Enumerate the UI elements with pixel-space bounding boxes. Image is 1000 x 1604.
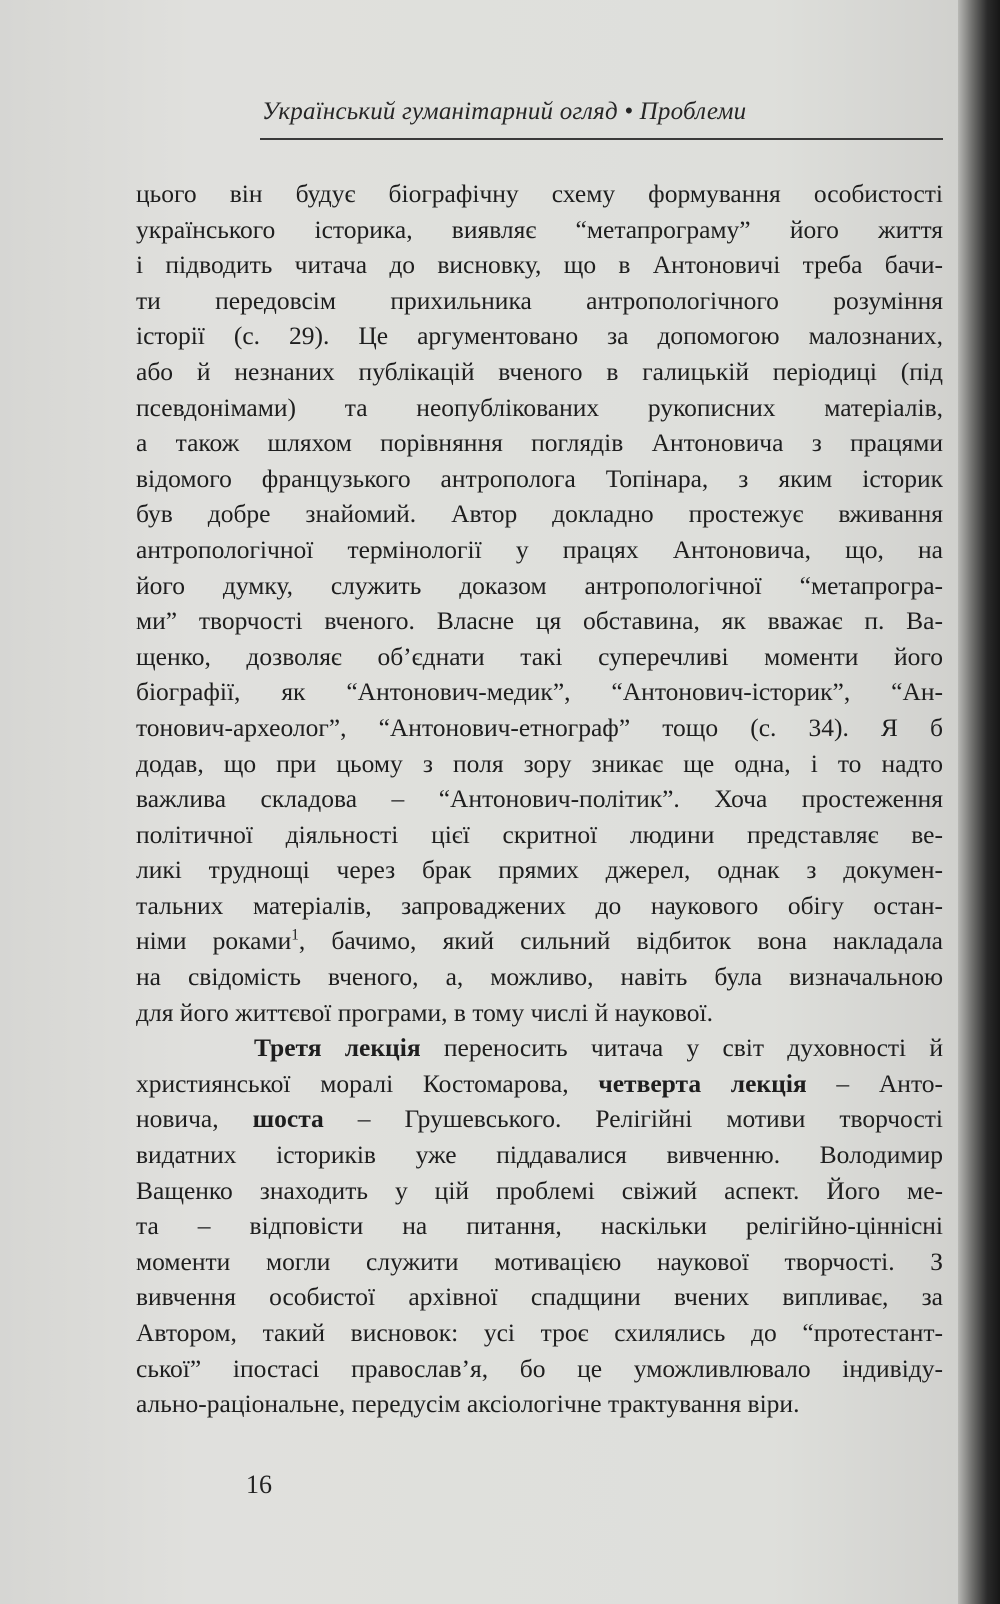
text-line: вивчення особистої архівної спадщини вчених випливає, за: [136, 1282, 943, 1312]
text-line: важлива складова – “Антонович-політик”. Хоча простеження: [136, 784, 943, 814]
text-line: тонович-археолог”, “Антонович-етнограф” тощо (с. 34). Я б: [136, 712, 943, 742]
bold-term: четверта лекція: [598, 1068, 807, 1098]
text-line: його думку, служить доказом антропологічної “метапрогра-: [136, 570, 943, 600]
text-segment: , бачимо, який сильний відбиток вона накладала: [298, 926, 943, 956]
page-number: 16: [246, 1470, 272, 1499]
text-line: а також шляхом порівняння поглядів Антоновича з працями: [136, 428, 943, 458]
body-text: [136, 176, 943, 1422]
text-line: ликі труднощі через брак прямих джерел, однак з докумен-: [136, 855, 943, 885]
book-spine-shadow: [958, 0, 1000, 1604]
text-line: був добре знайомий. Автор докладно простежує вживання: [136, 499, 943, 529]
text-segment: – Анто-: [806, 1068, 943, 1098]
text-line: [136, 1101, 943, 1137]
paragraph-end-line: для його життєвої програми, в тому числі й наукової.: [136, 997, 714, 1027]
bold-term: Третя лекція: [254, 1033, 421, 1063]
text-segment: – Грушевського. Релігійні мотиви творчості: [323, 1104, 943, 1134]
text-line: відомого французького антрополога Топінара, з яким історик: [136, 463, 943, 493]
footnote-marker: 1: [291, 926, 299, 944]
text-line: українського історика, виявляє “метапрограму” його життя: [136, 214, 943, 244]
text-line: щенко, дозволяє об’єднати такі суперечливі моменти його: [136, 641, 943, 671]
bold-term: шоста: [252, 1104, 324, 1134]
text-line: або й незнаних публікацій вченого в галицькій періодиці (під: [136, 356, 943, 386]
text-segment: німи роками: [136, 926, 292, 956]
text-line: моменти могли служити мотивацією наукової творчості. З: [136, 1246, 943, 1276]
text-line: [136, 1066, 943, 1102]
text-line: політичної діяльності цієї скритної людини представляє ве-: [136, 819, 943, 849]
text-line: ської” іпостасі православ’я, бо це уможливлювало індивіду-: [136, 1353, 943, 1383]
text-line: на свідомість вченого, а, можливо, навіть була визначальною: [136, 962, 943, 992]
text-line: псевдонімами) та неопублікованих рукописних матеріалів,: [136, 392, 943, 422]
text-line: і підводить читача до висновку, що в Антоновичі треба бачи-: [136, 250, 943, 280]
text-line: біографії, як “Антонович-медик”, “Антонович-історик”, “Ан-: [136, 677, 943, 707]
running-head: Український гуманітарний огляд • Проблеми: [262, 98, 747, 125]
text-segment: новича,: [136, 1104, 253, 1134]
paragraph-start-line: [136, 1030, 943, 1066]
text-line: цього він будує біографічну схему формування особистості: [136, 179, 943, 208]
text-segment: переносить читача у світ духовності й: [420, 1033, 943, 1063]
text-line: видатних істориків уже піддавалися вивченню. Володимир: [136, 1140, 943, 1170]
text-line: історії (с. 29). Це аргументовано за допомогою малознаних,: [136, 321, 943, 351]
text-line-with-footnote: [136, 923, 943, 959]
text-line: та – відповісти на питання, наскільки релігійно-ціннісні: [136, 1211, 943, 1241]
text-line: ально-раціональне, передусім аксіологічне трактування віри.: [136, 1389, 800, 1419]
text-line: Ващенко знаходить у цій проблемі свіжий аспект. Його ме-: [136, 1175, 943, 1205]
text-segment: християнської моралі Костомарова,: [136, 1068, 599, 1098]
text-line: додав, що при цьому з поля зору зникає ще одна, і то надто: [136, 748, 943, 778]
text-line: ми” творчості вченого. Власне ця обставина, як вважає п. Ва-: [136, 606, 943, 636]
text-line: ти передовсім прихильника антропологічного розуміння: [136, 285, 943, 315]
text-line: антропологічної термінології у працях Антоновича, що, на: [136, 534, 943, 564]
header-rule: [260, 138, 943, 140]
text-line: Автором, такий висновок: усі троє схилялись до “протестант-: [136, 1318, 943, 1347]
text-line: тальних матеріалів, запроваджених до наукового обігу остан-: [136, 890, 943, 920]
